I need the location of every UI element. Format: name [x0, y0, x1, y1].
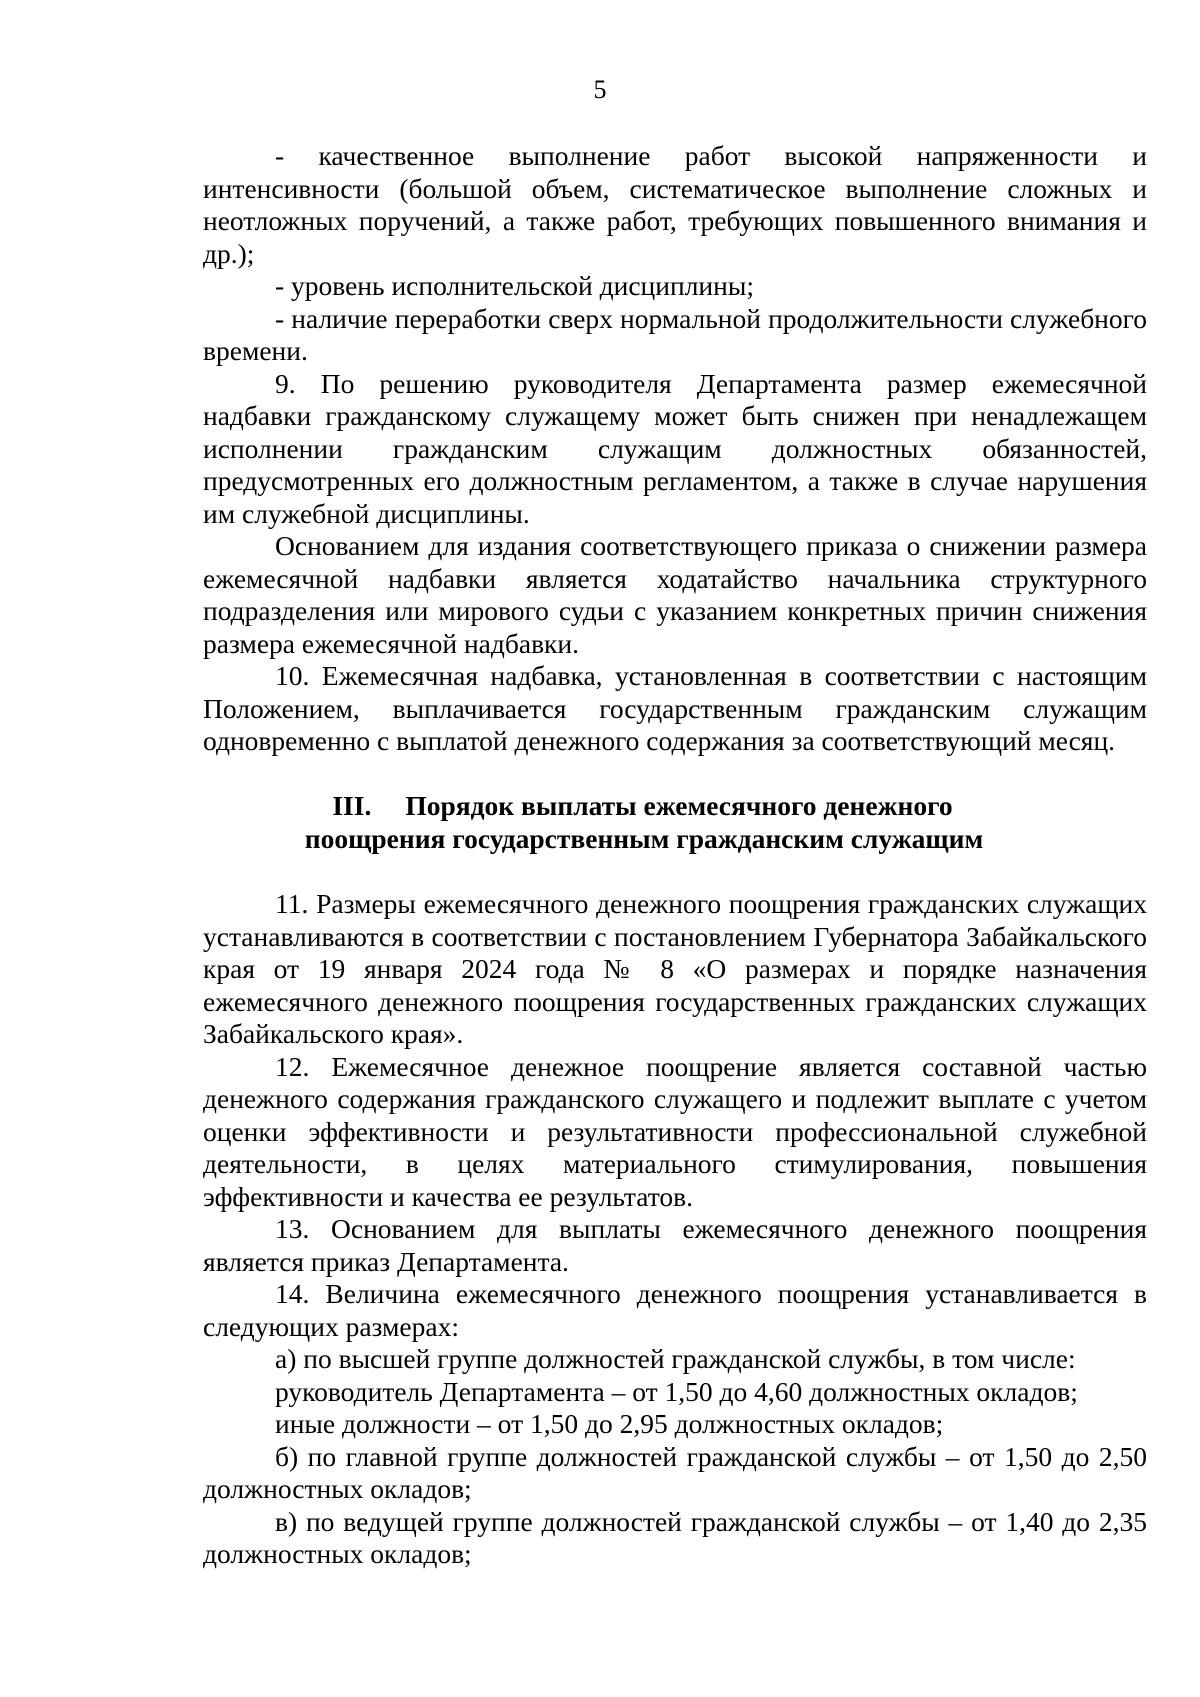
- paragraph-item-11: 11. Размеры ежемесячного денежного поощрения гражданских служащих устанавливаются в соответствии с постановлением Губернатора Забайкальского края от 19 января 2024 года № 8 «О размерах и порядке назначения ежемесячного денежного поощрения государственных гражданских служащих Забайкальского края».: [203, 888, 1147, 1049]
- paragraph-item-14-a: а) по высшей группе должностей гражданской службы, в том числе:: [275, 1343, 1076, 1374]
- paragraph-item-10: 10. Ежемесячная надбавка, установленная в соответствии с настоящим Положением, выплачивается государственным гражданским служащим одновременно с выплатой денежного содержания за соответствующий месяц.: [203, 660, 1147, 756]
- paragraph-item-13: 13. Основанием для выплаты ежемесячного денежного поощрения является приказ Департамента.: [203, 1213, 1147, 1277]
- section-heading-line-1: [0, 790, 1200, 823]
- section-title-1: Порядок выплаты ежемесячного денежного: [405, 790, 953, 821]
- paragraph-bullet-quality: - качественное выполнение работ высокой напряженности и интенсивности (большой объем, систематическое выполнение сложных и неотложных поручений, а также работ, требующих повышенного внимания и др.);: [203, 140, 1147, 269]
- paragraph-item-14-v: в) по ведущей группе должностей гражданской службы – от 1,40 до 2,35 должностных окладов;: [203, 1505, 1147, 1569]
- paragraph-item-12: 12. Ежемесячное денежное поощрение является составной частью денежного содержания гражданского служащего и подлежит выплате с учетом оценки эффективности и результативности профессиональной служебной деятельности, в целях материального стимулирования, повышения эффективности и качества ее результатов.: [203, 1050, 1147, 1212]
- section-number: III.: [332, 790, 372, 821]
- paragraph-bullet-overtime: - наличие переработки сверх нормальной продолжительности служебного времени.: [203, 302, 1147, 366]
- paragraph-item-9: 9. По решению руководителя Департамента размер ежемесячной надбавки гражданскому служащему может быть снижен при ненадлежащем исполнении гражданским служащим должностных обязанностей, предусмотренных его должностным регламентом, а также в случае нарушения им служебной дисциплины.: [203, 367, 1147, 529]
- section-heading: [0, 790, 1200, 855]
- paragraph-item-14-b: б) по главной группе должностей гражданской службы – от 1,50 до 2,50 должностных окладов;: [203, 1440, 1147, 1504]
- paragraph-item-14-a-other: иные должности – от 1,50 до 2,95 должностных окладов;: [275, 1408, 944, 1439]
- top-text-block: [203, 140, 1147, 758]
- paragraph-item-14-a-head: руководитель Департамента – от 1,50 до 4,60 должностных окладов;: [275, 1375, 1078, 1407]
- page-number: 5: [593, 75, 607, 104]
- section-heading-line-2: поощрения государственным гражданским служащим: [304, 822, 984, 854]
- paragraph-reduction-basis: Основанием для издания соответствующего приказа о снижении размера ежемесячной надбавки является ходатайство начальника структурного подразделения или мирового судьи с указанием конкретных причин снижения размера ежемесячной надбавки.: [203, 530, 1147, 659]
- paragraph-bullet-discipline: - уровень исполнительской дисциплины;: [275, 270, 754, 301]
- bottom-text-block: [203, 888, 1147, 1571]
- paragraph-item-14: 14. Величина ежемесячного денежного поощрения устанавливается в следующих размерах:: [203, 1278, 1147, 1342]
